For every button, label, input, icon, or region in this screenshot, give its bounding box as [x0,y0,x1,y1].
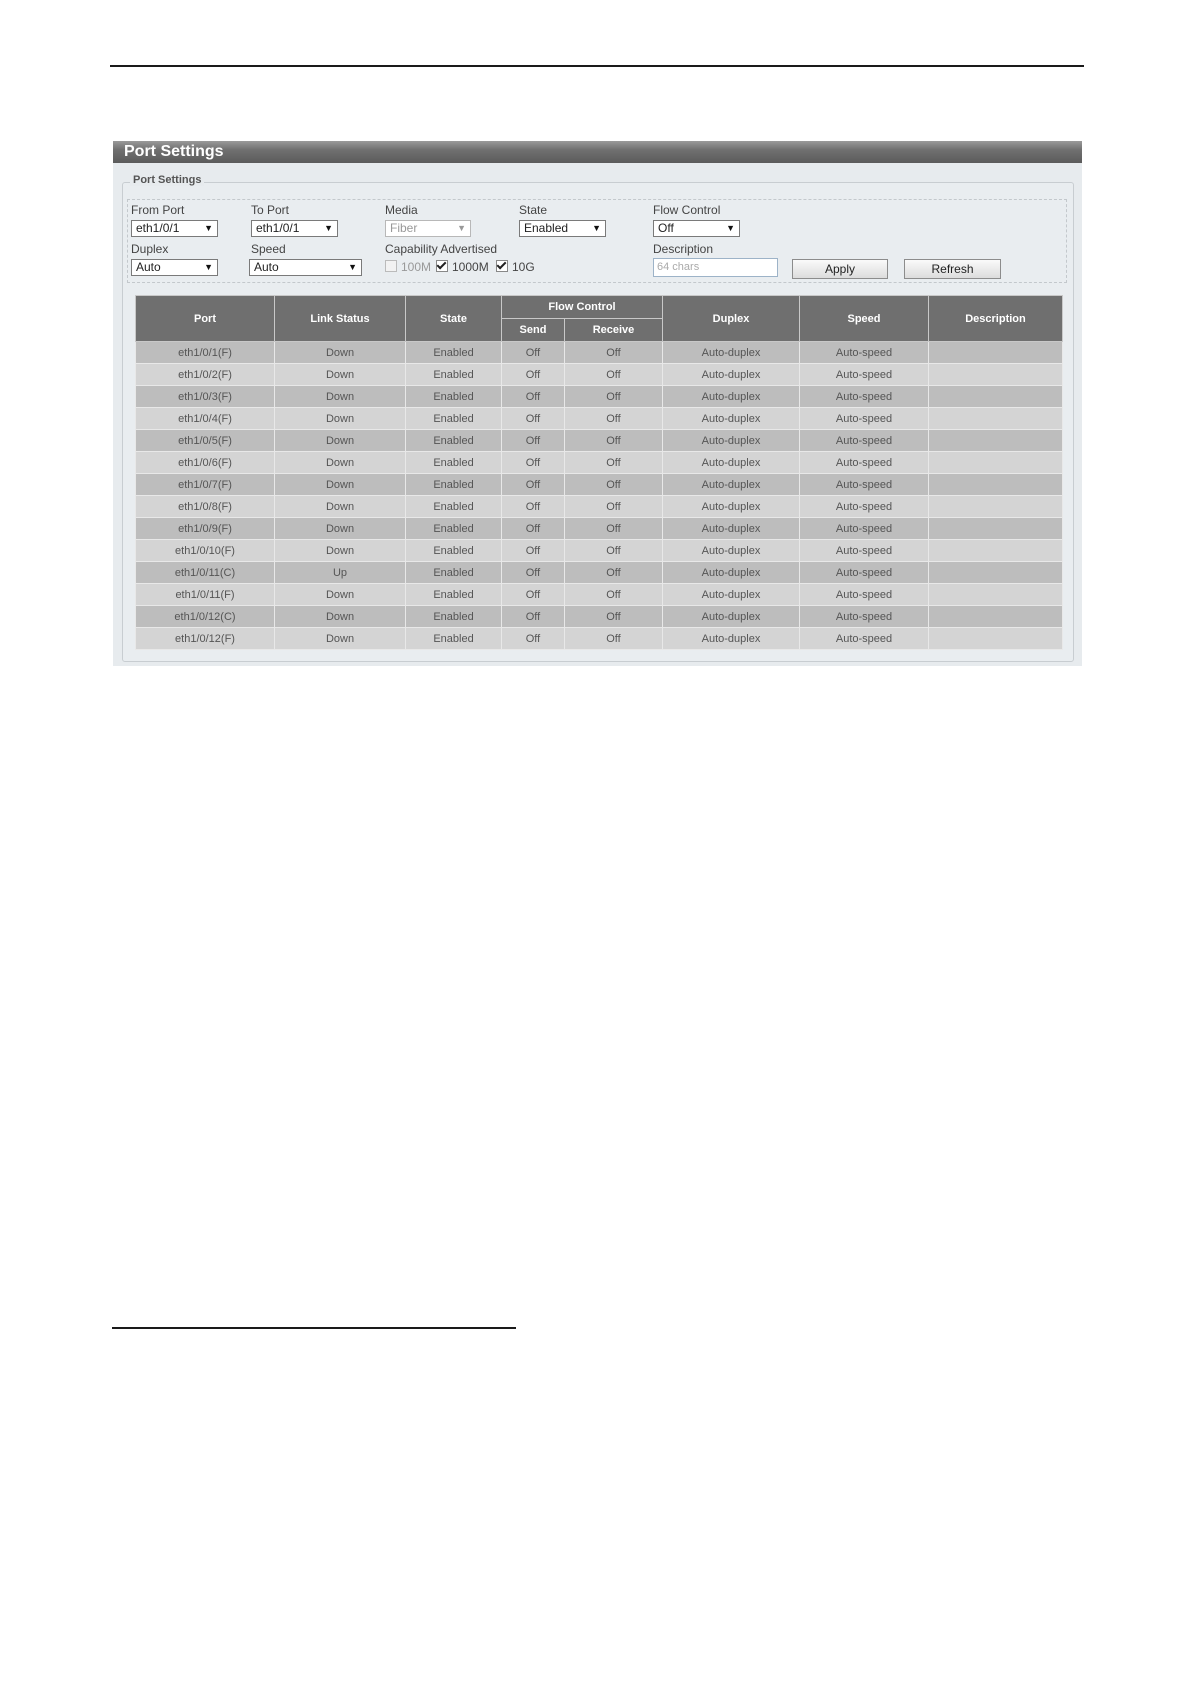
cell-state: Enabled [406,540,502,562]
capability-label: Capability Advertised [385,242,498,256]
cell-port: eth1/0/9(F) [136,518,275,540]
cell-duplex: Auto-duplex [663,408,800,430]
flow-control-value: Off [658,221,674,235]
cell-receive: Off [565,452,663,474]
cell-port: eth1/0/11(F) [136,584,275,606]
fieldset-legend: Port Settings [130,174,204,186]
table-row [136,452,1063,474]
cell-link: Down [275,584,406,606]
cell-send: Off [502,584,565,606]
cell-desc [929,518,1063,540]
table-row [136,364,1063,386]
cell-send: Off [502,628,565,650]
cell-receive: Off [565,584,663,606]
apply-button[interactable]: Apply [792,259,888,279]
cell-state: Enabled [406,408,502,430]
cell-state: Enabled [406,606,502,628]
cell-duplex: Auto-duplex [663,606,800,628]
capability-10g-checkbox[interactable] [496,260,535,274]
cell-state: Enabled [406,628,502,650]
media-label: Media [385,203,418,217]
cell-state: Enabled [406,364,502,386]
table-row [136,540,1063,562]
cell-link: Down [275,408,406,430]
capability-10g-label: 10G [512,260,535,274]
cell-speed: Auto-speed [800,496,929,518]
cell-duplex: Auto-duplex [663,518,800,540]
cell-port: eth1/0/6(F) [136,452,275,474]
cell-link: Down [275,430,406,452]
cell-port: eth1/0/7(F) [136,474,275,496]
cell-link: Down [275,628,406,650]
cell-receive: Off [565,606,663,628]
cell-send: Off [502,430,565,452]
column-header-link-status: Link Status [275,296,406,342]
table-row [136,430,1063,452]
checkbox-icon [385,260,397,272]
cell-state: Enabled [406,386,502,408]
table-row [136,342,1063,364]
cell-send: Off [502,364,565,386]
state-value: Enabled [524,221,569,235]
speed-value: Auto [254,260,279,274]
cell-port: eth1/0/12(F) [136,628,275,650]
state-label: State [519,203,548,217]
cell-receive: Off [565,540,663,562]
cell-receive: Off [565,364,663,386]
to-port-label: To Port [251,203,290,217]
chevron-down-icon: ▼ [592,223,601,233]
cell-duplex: Auto-duplex [663,474,800,496]
table-row [136,408,1063,430]
cell-send: Off [502,540,565,562]
cell-duplex: Auto-duplex [663,540,800,562]
column-header-receive: Receive [565,319,663,342]
cell-state: Enabled [406,584,502,606]
panel-title: Port Settings [113,141,1082,163]
chevron-down-icon: ▼ [204,262,213,272]
cell-speed: Auto-speed [800,474,929,496]
table-row [136,606,1063,628]
cell-speed: Auto-speed [800,606,929,628]
table-row [136,474,1063,496]
cell-port: eth1/0/4(F) [136,408,275,430]
cell-desc [929,606,1063,628]
cell-duplex: Auto-duplex [663,364,800,386]
cell-port: eth1/0/2(F) [136,364,275,386]
table-row [136,518,1063,540]
cell-desc [929,474,1063,496]
cell-speed: Auto-speed [800,452,929,474]
chevron-down-icon: ▼ [457,223,466,233]
cell-desc [929,364,1063,386]
cell-duplex: Auto-duplex [663,386,800,408]
cell-link: Down [275,386,406,408]
cell-send: Off [502,518,565,540]
checkmark-icon [496,260,508,272]
duplex-value: Auto [136,260,161,274]
flow-control-select[interactable] [653,220,740,237]
from-port-select[interactable] [131,220,218,237]
cell-port: eth1/0/3(F) [136,386,275,408]
cell-speed: Auto-speed [800,628,929,650]
cell-desc [929,628,1063,650]
description-input[interactable]: 64 chars [653,258,778,277]
port-settings-panel [113,141,1082,666]
cell-state: Enabled [406,474,502,496]
cell-send: Off [502,474,565,496]
cell-speed: Auto-speed [800,430,929,452]
port-settings-fieldset [122,174,1074,662]
footnote-rule [112,1327,516,1329]
cell-speed: Auto-speed [800,518,929,540]
cell-receive: Off [565,386,663,408]
cell-send: Off [502,606,565,628]
chevron-down-icon: ▼ [204,223,213,233]
column-header-port: Port [136,296,275,342]
media-select [385,220,471,237]
capability-100m-checkbox [385,260,431,274]
cell-speed: Auto-speed [800,386,929,408]
cell-desc [929,408,1063,430]
cell-receive: Off [565,628,663,650]
column-header-send: Send [502,319,565,342]
cell-speed: Auto-speed [800,562,929,584]
cell-receive: Off [565,496,663,518]
chevron-down-icon: ▼ [348,262,357,272]
cell-receive: Off [565,342,663,364]
cell-speed: Auto-speed [800,342,929,364]
column-header-flow-control: Flow Control [502,296,663,319]
table-row [136,562,1063,584]
cell-link: Down [275,452,406,474]
cell-desc [929,496,1063,518]
cell-send: Off [502,562,565,584]
cell-link: Down [275,496,406,518]
cell-state: Enabled [406,562,502,584]
cell-duplex: Auto-duplex [663,452,800,474]
checkmark-icon [436,260,448,272]
cell-state: Enabled [406,430,502,452]
cell-port: eth1/0/11(C) [136,562,275,584]
table-row [136,628,1063,650]
duplex-label: Duplex [131,242,169,256]
to-port-value: eth1/0/1 [256,221,300,235]
cell-duplex: Auto-duplex [663,430,800,452]
cell-state: Enabled [406,496,502,518]
from-port-label: From Port [131,203,185,217]
port-settings-table [135,295,1063,650]
state-select[interactable] [519,220,606,237]
cell-duplex: Auto-duplex [663,496,800,518]
cell-duplex: Auto-duplex [663,628,800,650]
refresh-button[interactable]: Refresh [904,259,1001,279]
cell-port: eth1/0/10(F) [136,540,275,562]
capability-1000m-label: 1000M [452,260,489,274]
duplex-select[interactable] [131,259,218,276]
column-header-duplex: Duplex [663,296,800,342]
speed-select[interactable] [249,259,362,276]
column-header-state: State [406,296,502,342]
table-row [136,496,1063,518]
cell-receive: Off [565,408,663,430]
capability-1000m-checkbox[interactable] [436,260,489,274]
cell-send: Off [502,408,565,430]
cell-desc [929,540,1063,562]
cell-desc [929,342,1063,364]
cell-port: eth1/0/12(C) [136,606,275,628]
cell-speed: Auto-speed [800,408,929,430]
cell-port: eth1/0/1(F) [136,342,275,364]
cell-port: eth1/0/5(F) [136,430,275,452]
cell-link: Down [275,518,406,540]
table-body [136,342,1063,650]
cell-link: Down [275,474,406,496]
cell-duplex: Auto-duplex [663,342,800,364]
chevron-down-icon: ▼ [726,223,735,233]
page-header-rule [110,65,1084,67]
chevron-down-icon: ▼ [324,223,333,233]
capability-100m-label: 100M [401,260,432,274]
cell-receive: Off [565,474,663,496]
cell-send: Off [502,452,565,474]
cell-link: Down [275,606,406,628]
cell-state: Enabled [406,452,502,474]
cell-speed: Auto-speed [800,584,929,606]
cell-speed: Auto-speed [800,540,929,562]
port-settings-form [127,199,1067,283]
cell-speed: Auto-speed [800,364,929,386]
cell-receive: Off [565,430,663,452]
cell-duplex: Auto-duplex [663,562,800,584]
cell-link: Down [275,342,406,364]
cell-link: Up [275,562,406,584]
cell-desc [929,430,1063,452]
cell-desc [929,452,1063,474]
table-row [136,386,1063,408]
table-row [136,584,1063,606]
flow-control-label: Flow Control [653,203,721,217]
speed-label: Speed [251,242,286,256]
cell-state: Enabled [406,342,502,364]
cell-receive: Off [565,562,663,584]
cell-receive: Off [565,518,663,540]
cell-link: Down [275,540,406,562]
cell-port: eth1/0/8(F) [136,496,275,518]
cell-duplex: Auto-duplex [663,584,800,606]
cell-state: Enabled [406,518,502,540]
to-port-select[interactable] [251,220,338,237]
column-header-speed: Speed [800,296,929,342]
cell-desc [929,584,1063,606]
cell-send: Off [502,342,565,364]
from-port-value: eth1/0/1 [136,221,180,235]
description-label: Description [653,242,714,256]
cell-desc [929,386,1063,408]
media-value: Fiber [390,221,418,235]
cell-send: Off [502,386,565,408]
cell-link: Down [275,364,406,386]
column-header-description: Description [929,296,1063,342]
cell-send: Off [502,496,565,518]
cell-desc [929,562,1063,584]
